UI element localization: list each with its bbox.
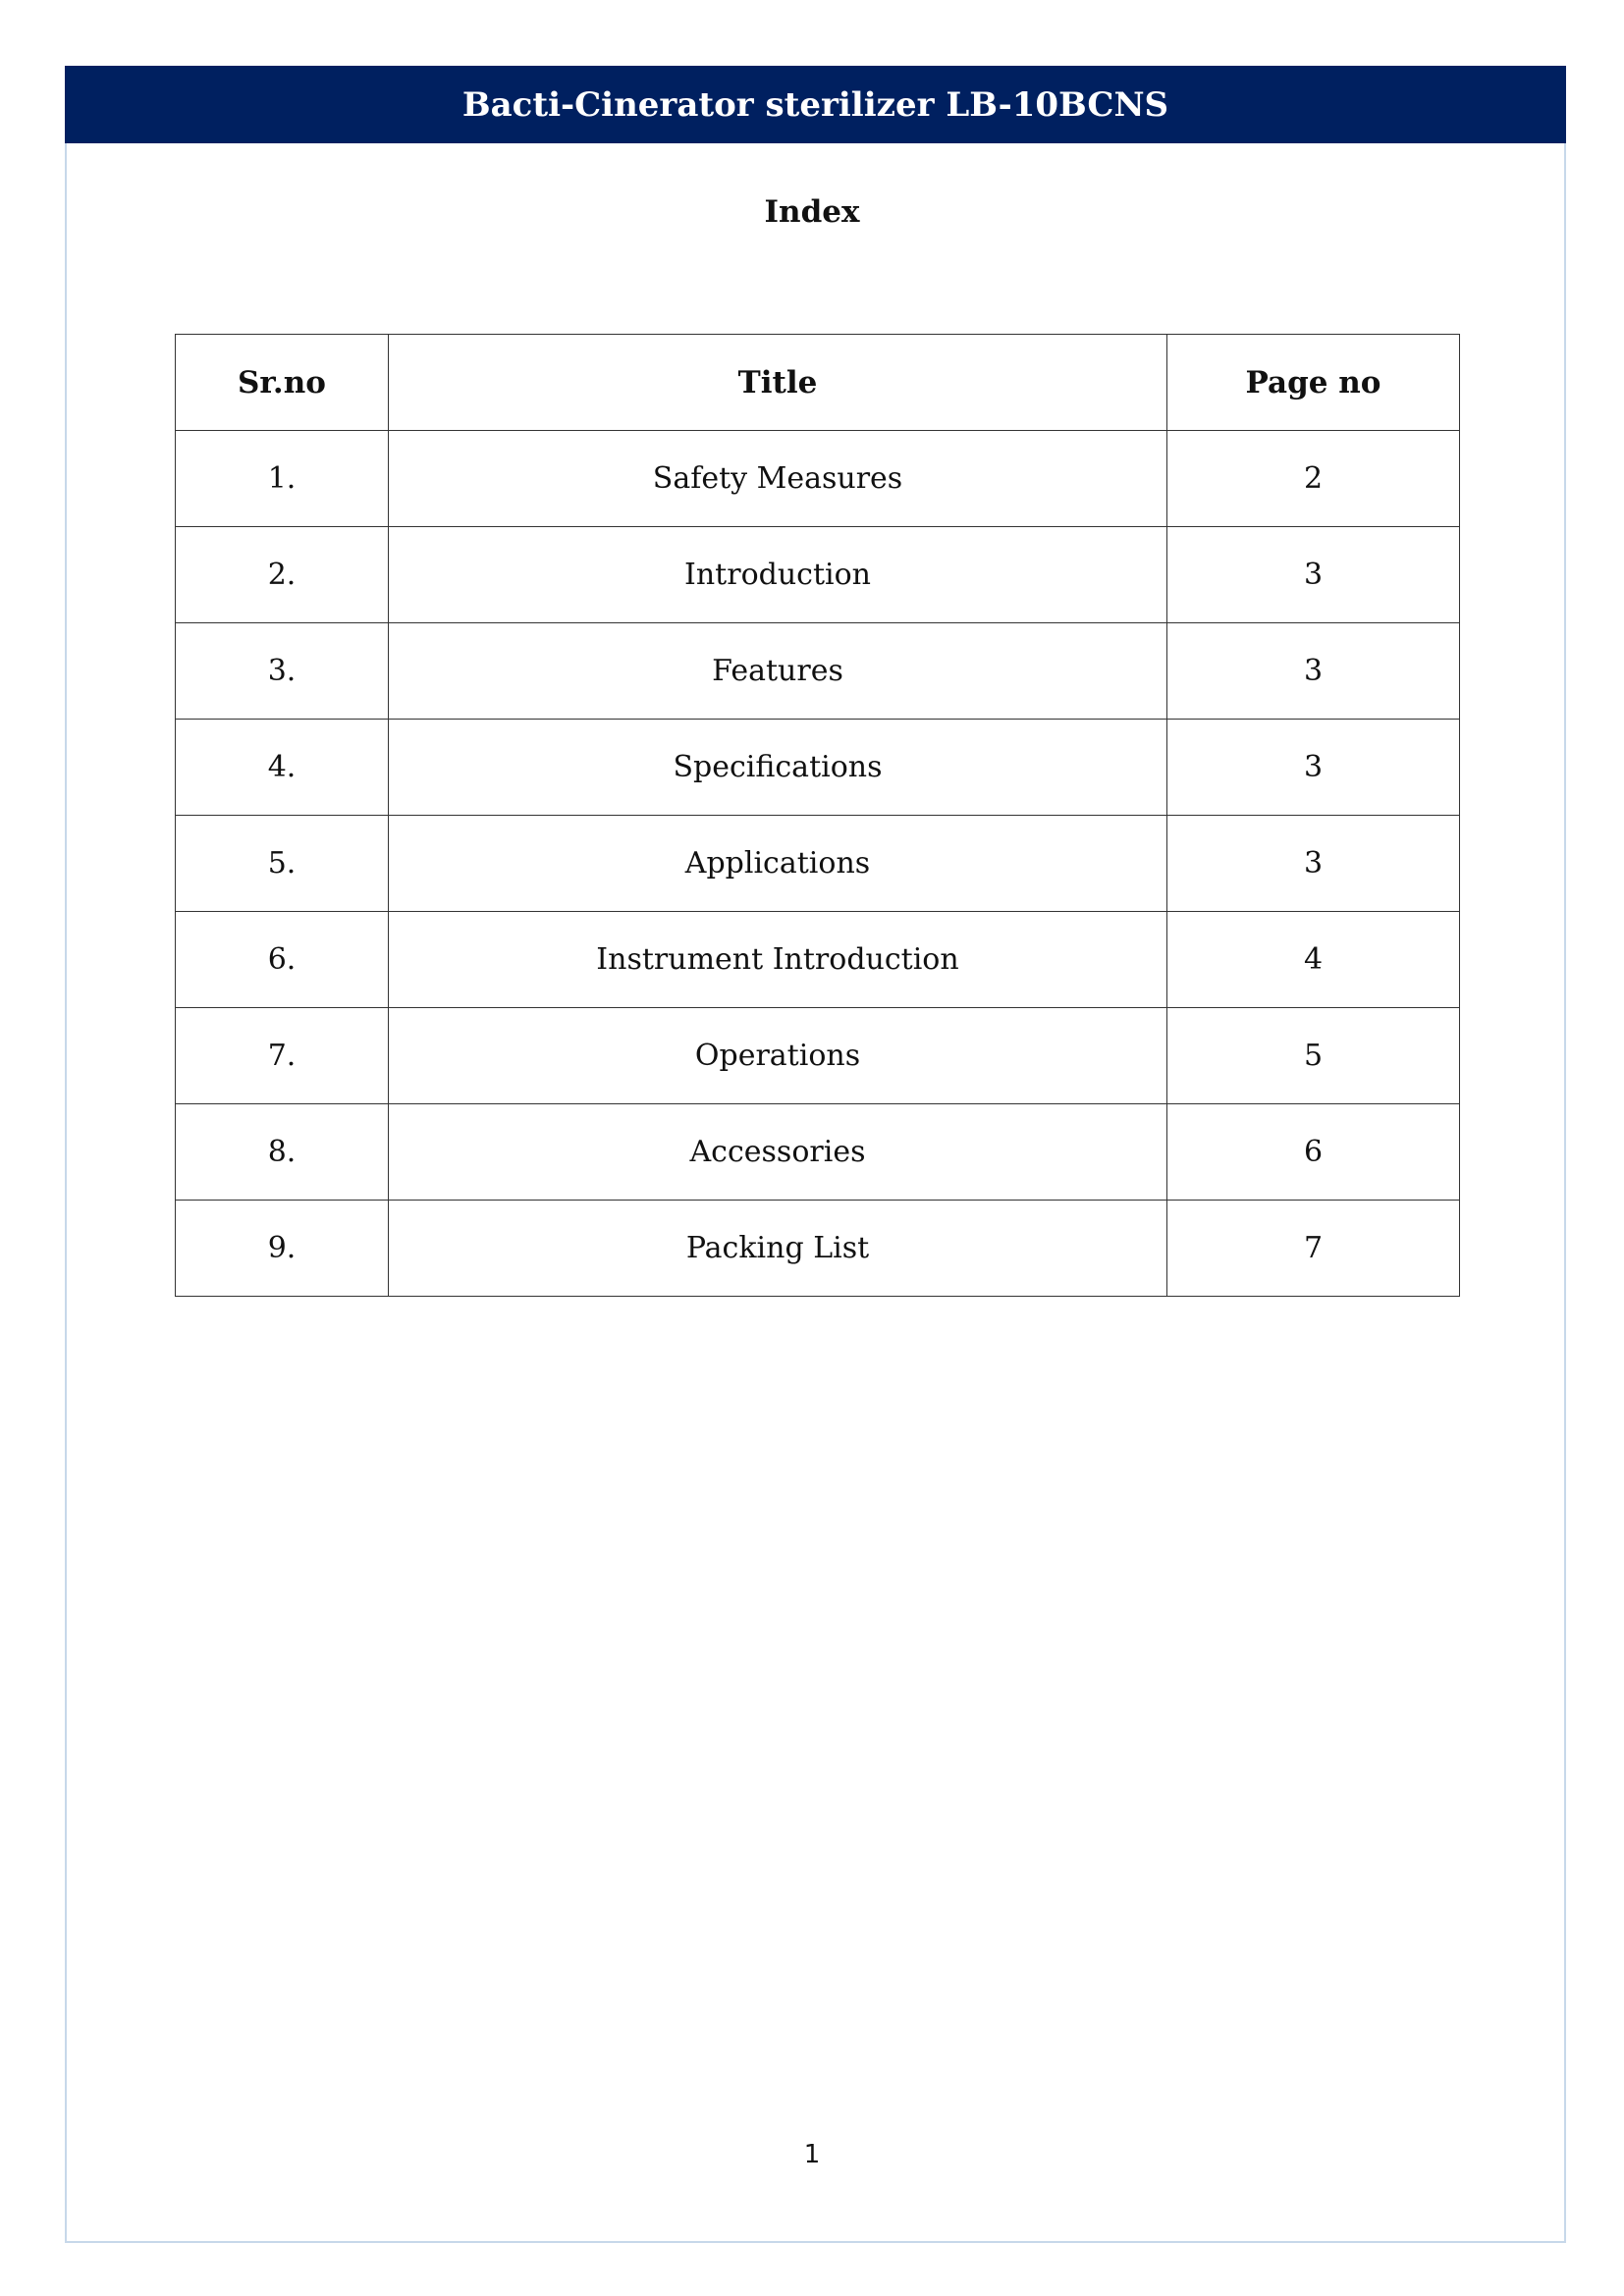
page-number: 1	[803, 2140, 821, 2169]
cell-sr-no: 5.	[176, 816, 389, 912]
cell-page-no: 3	[1167, 623, 1460, 720]
cell-sr-no: 7.	[176, 1008, 389, 1104]
table-row	[176, 527, 1460, 623]
index-table	[175, 334, 1460, 1297]
header-bar	[65, 66, 1566, 143]
column-header-page-no: Page no	[1167, 335, 1460, 431]
table-row	[176, 912, 1460, 1008]
cell-page-no: 3	[1167, 720, 1460, 816]
table-row	[176, 1008, 1460, 1104]
cell-title: Specifications	[389, 720, 1167, 816]
table-row	[176, 431, 1460, 527]
cell-sr-no: 2.	[176, 527, 389, 623]
cell-sr-no: 1.	[176, 431, 389, 527]
cell-page-no: 5	[1167, 1008, 1460, 1104]
cell-page-no: 3	[1167, 816, 1460, 912]
cell-title: Operations	[389, 1008, 1167, 1104]
cell-sr-no: 4.	[176, 720, 389, 816]
cell-page-no: 7	[1167, 1201, 1460, 1297]
cell-sr-no: 6.	[176, 912, 389, 1008]
table-header-row	[176, 335, 1460, 431]
table-row	[176, 623, 1460, 720]
table-row	[176, 1201, 1460, 1297]
cell-sr-no: 3.	[176, 623, 389, 720]
cell-title: Introduction	[389, 527, 1167, 623]
cell-sr-no: 8.	[176, 1104, 389, 1201]
column-header-sr-no: Sr.no	[176, 335, 389, 431]
table-row	[176, 816, 1460, 912]
cell-title: Applications	[389, 816, 1167, 912]
cell-title: Features	[389, 623, 1167, 720]
document-title: Bacti-Cinerator sterilizer LB-10BCNS	[461, 84, 1169, 125]
cell-title: Packing List	[389, 1201, 1167, 1297]
cell-page-no: 3	[1167, 527, 1460, 623]
cell-page-no: 6	[1167, 1104, 1460, 1201]
index-heading: Index	[764, 194, 860, 230]
table-row	[176, 720, 1460, 816]
cell-title: Safety Measures	[389, 431, 1167, 527]
cell-title: Accessories	[389, 1104, 1167, 1201]
cell-sr-no: 9.	[176, 1201, 389, 1297]
cell-page-no: 4	[1167, 912, 1460, 1008]
table-row	[176, 1104, 1460, 1201]
cell-page-no: 2	[1167, 431, 1460, 527]
column-header-title: Title	[389, 335, 1167, 431]
cell-title: Instrument Introduction	[389, 912, 1167, 1008]
